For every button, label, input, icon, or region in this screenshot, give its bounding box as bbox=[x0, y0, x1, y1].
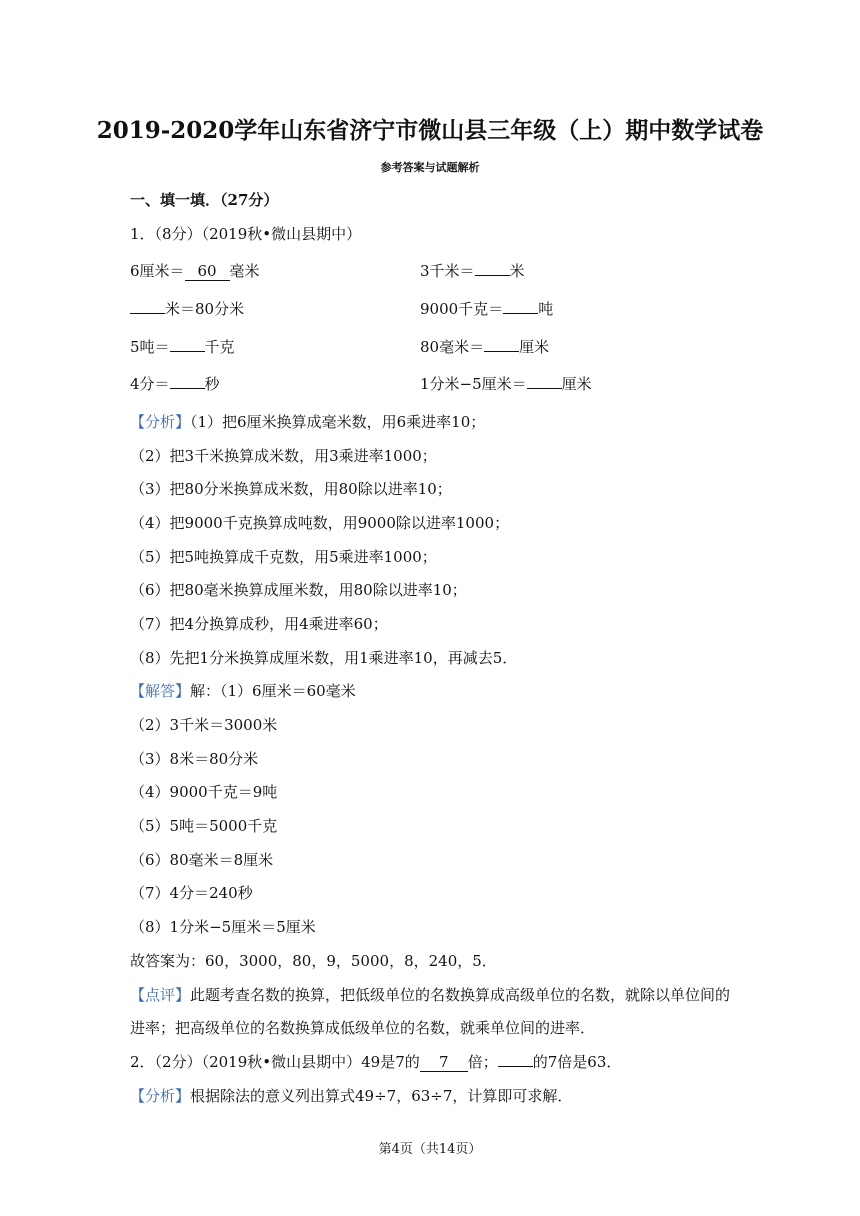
question-1-header: 1．（8分）（2019秋•微山县期中） bbox=[130, 225, 362, 243]
q1-item-5-blank bbox=[170, 351, 205, 352]
q1-item-8-pre: 1分米−5厘米＝ bbox=[420, 375, 527, 393]
q2-analysis-text: 根据除法的意义列出算式49÷7，63÷7，计算即可求解． bbox=[190, 1087, 573, 1105]
q1-item-1-pre: 6厘米＝ bbox=[130, 262, 185, 280]
q1-item-3-blank bbox=[130, 313, 165, 314]
q1-analysis-line-2: （2）把3千米换算成米数，用3乘进率1000； bbox=[130, 447, 437, 465]
q1-analysis-line-3: （3）把80分米换算成米数，用80除以进率10； bbox=[130, 480, 452, 498]
q2-text-mid: 倍； bbox=[467, 1053, 498, 1071]
q1-item-5-pre: 5吨＝ bbox=[130, 338, 170, 356]
q1-item-1-post: 毫米 bbox=[229, 262, 260, 280]
comment-text: 此题考查名数的换算，把低级单位的名数换算成高级单位的名数，就除以单位间的 bbox=[190, 986, 731, 1004]
q2-blank-1: 7 bbox=[420, 1053, 468, 1072]
q1-item-2-pre: 3千米＝ bbox=[420, 262, 475, 280]
q1-item-6-blank bbox=[484, 351, 519, 352]
q1-item-2-blank bbox=[475, 275, 510, 276]
q1-item-3-post: 米＝80分米 bbox=[165, 300, 245, 318]
q1-item-8 bbox=[420, 374, 592, 394]
q1-analysis-line-7: （7）把4分换算成秒，用4乘进率60； bbox=[130, 615, 388, 633]
q1-comment-line-2: 进率；把高级单位的名数换算成低级单位的名数，就乘单位间的进率． bbox=[130, 1019, 596, 1037]
q1-answer-line-4: （4）9000千克＝9吨 bbox=[130, 783, 278, 801]
q1-item-6-pre: 80毫米＝ bbox=[420, 338, 485, 356]
q1-item-4-post: 吨 bbox=[538, 300, 554, 318]
q1-analysis-line-4: （4）把9000千克换算成吨数，用9000除以进率1000； bbox=[130, 514, 510, 532]
answer-text: 解：（1）6厘米＝60毫米 bbox=[190, 682, 356, 700]
page-footer: 第4页（共14页） bbox=[378, 1142, 482, 1157]
q1-item-8-blank bbox=[527, 388, 562, 389]
page-subtitle: 参考答案与试题解析 bbox=[380, 161, 480, 174]
page-title: 2019-2020学年山东省济宁市微山县三年级（上）期中数学试卷 bbox=[96, 117, 764, 144]
q1-item-4 bbox=[420, 299, 553, 319]
q1-answer-line-5: （5）5吨＝5000千克 bbox=[130, 817, 278, 835]
q1-item-8-post: 厘米 bbox=[561, 375, 592, 393]
q1-item-5-post: 千克 bbox=[204, 338, 235, 356]
analysis-tag: 【分析】 bbox=[130, 1087, 191, 1105]
q1-item-2-post: 米 bbox=[509, 262, 525, 280]
q1-item-6-post: 厘米 bbox=[519, 338, 550, 356]
q1-analysis-line-8: （8）先把1分米换算成厘米数，用1乘进率10，再减去5． bbox=[130, 649, 518, 667]
q1-item-1-blank: 60 bbox=[185, 262, 230, 281]
section-heading: 一、填一填．（27分） bbox=[130, 191, 279, 209]
q1-item-3 bbox=[130, 299, 244, 319]
q1-answer-line-6: （6）80毫米＝8厘米 bbox=[130, 851, 274, 869]
q1-analysis-line-5: （5）把5吨换算成千克数，用5乘进率1000； bbox=[130, 548, 437, 566]
q2-analysis bbox=[130, 1086, 572, 1106]
q1-final-answer: 故答案为：60，3000，80，9，5000，8，240，5． bbox=[130, 952, 497, 970]
comment-tag: 【点评】 bbox=[130, 986, 191, 1004]
q1-item-5 bbox=[130, 337, 235, 357]
q1-item-4-blank bbox=[503, 313, 538, 314]
q1-item-7-post: 秒 bbox=[204, 375, 220, 393]
answer-tag: 【解答】 bbox=[130, 682, 191, 700]
q1-answer-line-7: （7）4分＝240秒 bbox=[130, 884, 253, 902]
q1-answer-line-2: （2）3千米＝3000米 bbox=[130, 716, 278, 734]
q2-blank-2 bbox=[498, 1066, 533, 1067]
q1-answer-line-1 bbox=[130, 681, 356, 701]
q2-text-post: 的7倍是63． bbox=[532, 1053, 622, 1071]
q1-item-6 bbox=[420, 337, 549, 357]
q1-item-2 bbox=[420, 261, 525, 281]
analysis-tag: 【分析】 bbox=[130, 413, 191, 431]
q1-item-7-blank bbox=[170, 388, 205, 389]
q1-item-4-pre: 9000千克＝ bbox=[420, 300, 504, 318]
q1-item-7-pre: 4分＝ bbox=[130, 375, 170, 393]
q1-item-7 bbox=[130, 374, 220, 394]
q1-comment-line-1 bbox=[130, 985, 730, 1005]
q1-item-1 bbox=[130, 261, 260, 281]
q1-analysis-line-1 bbox=[130, 412, 485, 432]
q2-text-pre: 2．（2分）（2019秋•微山县期中）49是7的 bbox=[130, 1053, 420, 1071]
q1-answer-line-3: （3）8米＝80分米 bbox=[130, 750, 259, 768]
question-2 bbox=[130, 1052, 621, 1072]
q1-analysis-line-6: （6）把80毫米换算成厘米数，用80除以进率10； bbox=[130, 581, 467, 599]
q1-answer-line-8: （8）1分米−5厘米＝5厘米 bbox=[130, 918, 316, 936]
analysis-text: （1）把6厘米换算成毫米数，用6乘进率10； bbox=[190, 413, 486, 431]
